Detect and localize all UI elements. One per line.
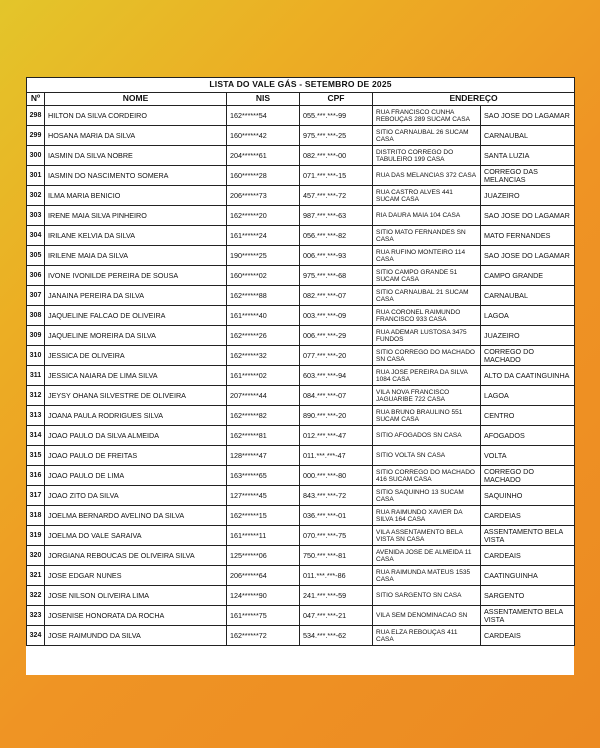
row-address: DISTRITO CORREGO DO TABULEIRO 199 CASA — [373, 146, 481, 166]
row-address: SITIO CARNAUBAL 26 SUCAM CASA — [373, 126, 481, 146]
row-nis: 161******75 — [227, 606, 300, 626]
row-nome: HILTON DA SILVA CORDEIRO — [45, 106, 227, 126]
row-number: 313 — [27, 406, 45, 426]
row-number: 308 — [27, 306, 45, 326]
row-cpf: 082.***.***-00 — [300, 146, 373, 166]
row-locality: SAO JOSE DO LAGAMAR — [481, 106, 575, 126]
document-sheet — [26, 77, 574, 675]
header-nis: NIS — [227, 93, 300, 106]
row-nis: 207******44 — [227, 386, 300, 406]
table-row — [27, 246, 575, 266]
row-nis: 162******20 — [227, 206, 300, 226]
row-locality: CORREGO DO MACHADO — [481, 466, 575, 486]
row-cpf: 070.***.***-75 — [300, 526, 373, 546]
row-nis: 162******82 — [227, 406, 300, 426]
row-nis: 128******47 — [227, 446, 300, 466]
table-row — [27, 186, 575, 206]
row-nome: JORGIANA REBOUCAS DE OLIVEIRA SILVA — [45, 546, 227, 566]
row-nis: 162******72 — [227, 626, 300, 646]
row-address: RUA ADEMAR LUSTOSA 3475 FUNDOS — [373, 326, 481, 346]
row-number: 324 — [27, 626, 45, 646]
row-number: 302 — [27, 186, 45, 206]
row-locality: SAO JOSE DO LAGAMAR — [481, 206, 575, 226]
row-nome: IRENE MAIA SILVA PINHEIRO — [45, 206, 227, 226]
row-locality: CENTRO — [481, 406, 575, 426]
row-nis: 161******24 — [227, 226, 300, 246]
row-cpf: 006.***.***-29 — [300, 326, 373, 346]
row-number: 321 — [27, 566, 45, 586]
row-number: 318 — [27, 506, 45, 526]
row-number: 305 — [27, 246, 45, 266]
row-address: RIA DAURA MAIA 104 CASA — [373, 206, 481, 226]
table-row — [27, 586, 575, 606]
table-row — [27, 426, 575, 446]
row-cpf: 603.***.***-94 — [300, 366, 373, 386]
row-nome: JOAO ZITO DA SILVA — [45, 486, 227, 506]
row-address: RUA CASTRO ALVES 441 SUCAM CASA — [373, 186, 481, 206]
row-cpf: 003.***.***-09 — [300, 306, 373, 326]
row-number: 303 — [27, 206, 45, 226]
row-cpf: 056.***.***-82 — [300, 226, 373, 246]
row-number: 316 — [27, 466, 45, 486]
table-row — [27, 366, 575, 386]
row-address: VILA NOVA FRANCISCO JAGUARIBE 722 CASA — [373, 386, 481, 406]
row-address: SITIO AFOGADOS SN CASA — [373, 426, 481, 446]
row-address: SITIO MATO FERNANDES SN CASA — [373, 226, 481, 246]
table-row — [27, 506, 575, 526]
row-number: 312 — [27, 386, 45, 406]
table-row — [27, 566, 575, 586]
row-nis: 161******40 — [227, 306, 300, 326]
row-address: RUA RUFINO MONTEIRO 114 CASA — [373, 246, 481, 266]
row-locality: CAMPO GRANDE — [481, 266, 575, 286]
row-number: 322 — [27, 586, 45, 606]
table-row — [27, 526, 575, 546]
vale-gas-table — [26, 77, 575, 646]
row-number: 319 — [27, 526, 45, 546]
row-locality: CARDEAIS — [481, 626, 575, 646]
row-address: AVENIDA JOSE DE ALMEIDA 11 CASA — [373, 546, 481, 566]
row-locality: CAATINGUINHA — [481, 566, 575, 586]
table-row — [27, 286, 575, 306]
row-number: 300 — [27, 146, 45, 166]
row-nis: 160******42 — [227, 126, 300, 146]
row-nis: 190******25 — [227, 246, 300, 266]
row-locality: AFOGADOS — [481, 426, 575, 446]
row-cpf: 084.***.***-07 — [300, 386, 373, 406]
table-row — [27, 466, 575, 486]
row-nis: 162******15 — [227, 506, 300, 526]
row-nis: 162******54 — [227, 106, 300, 126]
row-nis: 160******02 — [227, 266, 300, 286]
row-address: SITIO VOLTA SN CASA — [373, 446, 481, 466]
row-cpf: 534.***.***-62 — [300, 626, 373, 646]
row-nome: JOELMA DO VALE SARAIVA — [45, 526, 227, 546]
row-number: 301 — [27, 166, 45, 186]
table-row — [27, 166, 575, 186]
row-nis: 162******32 — [227, 346, 300, 366]
row-nis: 127******45 — [227, 486, 300, 506]
row-address: SITIO CARNAUBAL 21 SUCAM CASA — [373, 286, 481, 306]
row-locality: MATO FERNANDES — [481, 226, 575, 246]
table-row — [27, 546, 575, 566]
row-locality: CARNAUBAL — [481, 126, 575, 146]
row-locality: CORREGO DO MACHADO — [481, 346, 575, 366]
row-cpf: 241.***.***-59 — [300, 586, 373, 606]
row-locality: ASSENTAMENTO BELA VISTA — [481, 526, 575, 546]
row-nis: 206******73 — [227, 186, 300, 206]
table-row — [27, 446, 575, 466]
row-nome: IVONE IVONILDE PEREIRA DE SOUSA — [45, 266, 227, 286]
row-locality: LAGOA — [481, 386, 575, 406]
row-locality: CORREGO DAS MELANCIAS — [481, 166, 575, 186]
row-nis: 162******88 — [227, 286, 300, 306]
row-number: 314 — [27, 426, 45, 446]
row-nis: 125******06 — [227, 546, 300, 566]
table-row — [27, 306, 575, 326]
row-cpf: 071.***.***-15 — [300, 166, 373, 186]
table-row — [27, 106, 575, 126]
row-locality: SAQUINHO — [481, 486, 575, 506]
row-locality: JUAZEIRO — [481, 186, 575, 206]
row-nome: JAQUELINE MOREIRA DA SILVA — [45, 326, 227, 346]
row-address: RUA RAIMUNDO XAVIER DA SILVA 164 CASA — [373, 506, 481, 526]
row-number: 299 — [27, 126, 45, 146]
row-cpf: 011.***.***-86 — [300, 566, 373, 586]
row-address: SITIO CORREGO DO MACHADO 416 SUCAM CASA — [373, 466, 481, 486]
row-locality: LAGOA — [481, 306, 575, 326]
row-locality: SANTA LUZIA — [481, 146, 575, 166]
row-nome: JEYSY OHANA SILVESTRE DE OLIVEIRA — [45, 386, 227, 406]
row-cpf: 750.***.***-81 — [300, 546, 373, 566]
table-row — [27, 386, 575, 406]
row-number: 320 — [27, 546, 45, 566]
row-nome: IRILANE KELVIA DA SILVA — [45, 226, 227, 246]
table-row — [27, 226, 575, 246]
row-locality: ASSENTAMENTO BELA VISTA — [481, 606, 575, 626]
row-nome: IRILENE MAIA DA SILVA — [45, 246, 227, 266]
table-row — [27, 486, 575, 506]
row-nis: 161******11 — [227, 526, 300, 546]
row-cpf: 055.***.***-99 — [300, 106, 373, 126]
header-number: Nº — [27, 93, 45, 106]
row-cpf: 975.***.***-68 — [300, 266, 373, 286]
document-title: LISTA DO VALE GÁS - SETEMBRO DE 2025 — [27, 78, 575, 93]
table-row — [27, 406, 575, 426]
row-cpf: 011.***.***-47 — [300, 446, 373, 466]
row-nome: JOAO PAULO DE FREITAS — [45, 446, 227, 466]
header-endereco: ENDEREÇO — [373, 93, 575, 106]
row-nome: JOSENISE HONORATA DA ROCHA — [45, 606, 227, 626]
row-address: RUA RAIMUNDA MATEUS 1535 CASA — [373, 566, 481, 586]
row-cpf: 047.***.***-21 — [300, 606, 373, 626]
row-nis: 162******26 — [227, 326, 300, 346]
row-nome: HOSANA MARIA DA SILVA — [45, 126, 227, 146]
row-address: RUA CORONEL RAIMUNDO FRANCISCO 933 CASA — [373, 306, 481, 326]
table-row — [27, 626, 575, 646]
row-address: VILA SEM DENOMINACAO SN — [373, 606, 481, 626]
row-number: 310 — [27, 346, 45, 366]
row-address: RUA ELZA REBOUÇAS 411 CASA — [373, 626, 481, 646]
row-number: 311 — [27, 366, 45, 386]
row-locality: JUAZEIRO — [481, 326, 575, 346]
row-number: 298 — [27, 106, 45, 126]
row-address: VILA ASSENTAMENTO BELA VISTA SN CASA — [373, 526, 481, 546]
row-number: 315 — [27, 446, 45, 466]
row-cpf: 012.***.***-47 — [300, 426, 373, 446]
row-address: SITIO CORREGO DO MACHADO SN CASA — [373, 346, 481, 366]
row-nome: IASMIN DO NASCIMENTO SOMERA — [45, 166, 227, 186]
row-address: SITIO SARGENTO SN CASA — [373, 586, 481, 606]
row-cpf: 987.***.***-63 — [300, 206, 373, 226]
row-nis: 160******28 — [227, 166, 300, 186]
row-address: RUA JOSE PEREIRA DA SILVA 1084 CASA — [373, 366, 481, 386]
row-nome: JOAO PAULO DA SILVA ALMEIDA — [45, 426, 227, 446]
table-row — [27, 206, 575, 226]
row-nis: 206******64 — [227, 566, 300, 586]
row-cpf: 006.***.***-93 — [300, 246, 373, 266]
row-nome: JESSICA DE OLIVEIRA — [45, 346, 227, 366]
table-row — [27, 266, 575, 286]
row-nome: JOELMA BERNARDO AVELINO DA SILVA — [45, 506, 227, 526]
row-nome: JOSE EDGAR NUNES — [45, 566, 227, 586]
row-locality: VOLTA — [481, 446, 575, 466]
row-locality: CARDEAIS — [481, 546, 575, 566]
table-row — [27, 326, 575, 346]
header-nome: NOME — [45, 93, 227, 106]
row-locality: SARGENTO — [481, 586, 575, 606]
row-nome: JOAO PAULO DE LIMA — [45, 466, 227, 486]
row-locality: SAO JOSE DO LAGAMAR — [481, 246, 575, 266]
row-nome: JANAINA PEREIRA DA SILVA — [45, 286, 227, 306]
row-cpf: 036.***.***-01 — [300, 506, 373, 526]
row-locality: CARNAUBAL — [481, 286, 575, 306]
header-row — [27, 93, 575, 106]
row-nis: 161******02 — [227, 366, 300, 386]
row-nis: 162******81 — [227, 426, 300, 446]
row-number: 323 — [27, 606, 45, 626]
row-number: 307 — [27, 286, 45, 306]
row-cpf: 890.***.***-20 — [300, 406, 373, 426]
row-nome: JAQUELINE FALCAO DE OLIVEIRA — [45, 306, 227, 326]
row-address: RUA DAS MELANCIAS 372 CASA — [373, 166, 481, 186]
table-row — [27, 146, 575, 166]
row-number: 317 — [27, 486, 45, 506]
row-nome: JOSE NILSON OLIVEIRA LIMA — [45, 586, 227, 606]
row-address: SITIO CAMPO GRANDE 51 SUCAM CASA — [373, 266, 481, 286]
row-number: 309 — [27, 326, 45, 346]
row-address: RUA FRANCISCO CUNHA REBOUÇAS 289 SUCAM CASA — [373, 106, 481, 126]
row-number: 304 — [27, 226, 45, 246]
row-cpf: 077.***.***-20 — [300, 346, 373, 366]
row-nome: JOANA PAULA RODRIGUES SILVA — [45, 406, 227, 426]
row-cpf: 843.***.***-72 — [300, 486, 373, 506]
row-cpf: 082.***.***-07 — [300, 286, 373, 306]
row-nome: JOSE RAIMUNDO DA SILVA — [45, 626, 227, 646]
table-row — [27, 126, 575, 146]
row-locality: CARDEIAS — [481, 506, 575, 526]
row-cpf: 975.***.***-25 — [300, 126, 373, 146]
row-nis: 163******65 — [227, 466, 300, 486]
table-row — [27, 346, 575, 366]
row-number: 306 — [27, 266, 45, 286]
row-cpf: 000.***.***-80 — [300, 466, 373, 486]
row-address: SITIO SAQUINHO 13 SUCAM CASA — [373, 486, 481, 506]
row-nis: 124******90 — [227, 586, 300, 606]
row-nome: JESSICA NAIARA DE LIMA SILVA — [45, 366, 227, 386]
row-nome: ILMA MARIA BENICIO — [45, 186, 227, 206]
row-cpf: 457.***.***-72 — [300, 186, 373, 206]
row-locality: ALTO DA CAATINGUINHA — [481, 366, 575, 386]
row-nis: 204******61 — [227, 146, 300, 166]
row-nome: IASMIN DA SILVA NOBRE — [45, 146, 227, 166]
row-address: RUA BRUNO BRAULINO 551 SUCAM CASA — [373, 406, 481, 426]
table-row — [27, 606, 575, 626]
header-cpf: CPF — [300, 93, 373, 106]
